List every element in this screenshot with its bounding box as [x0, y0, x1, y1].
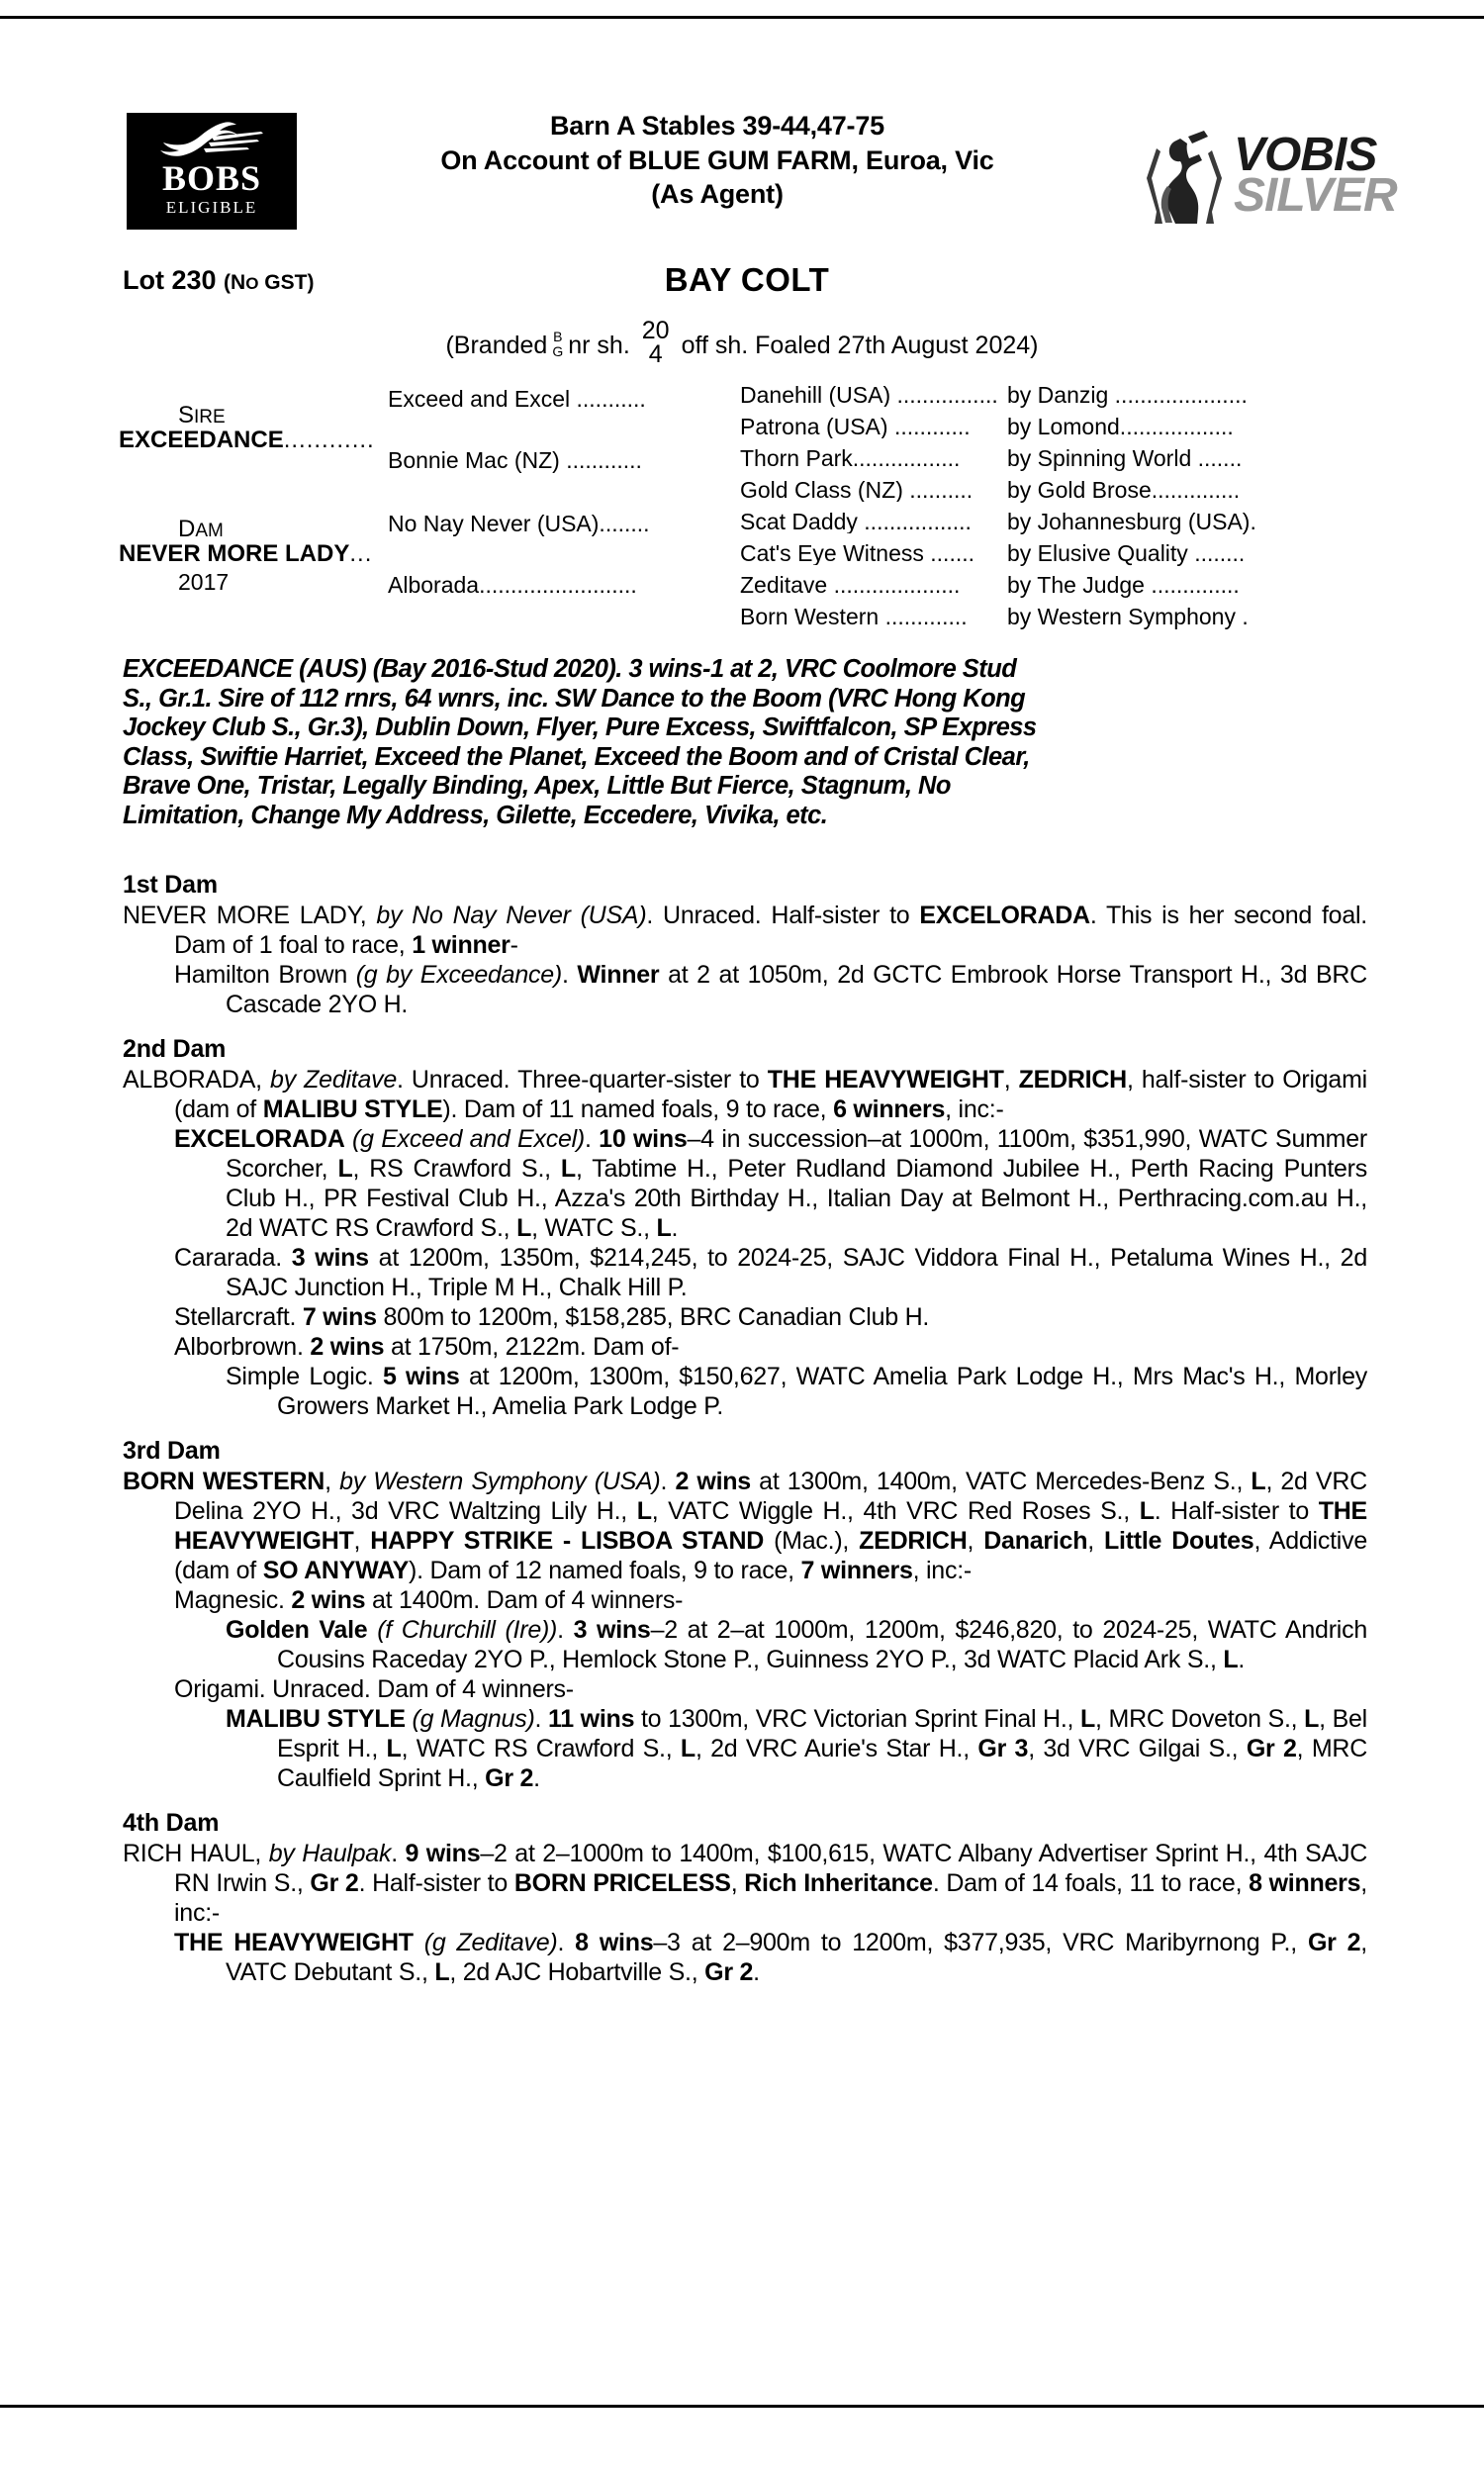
vobis-line-1: VOBIS — [1234, 129, 1377, 181]
bobs-eligible-logo — [127, 113, 297, 230]
grandparent-row: No Nay Never (USA)........ — [388, 511, 650, 536]
ggp-name: Patrona (USA) ............ — [740, 416, 971, 438]
pedigree-paragraph: MALIBU STYLE (g Magnus). 11 wins to 1300m, VRC Victorian Sprint Final H., L, MRC Doveton S., L, Bel Esprit H., L, WATC RS Crawford S., L, 2d VRC Aurie's Star H., Gr 3, 3d VRC Gilgai S., Gr 2, MRC Caulfield Sprint H., Gr 2. — [226, 1705, 1368, 1792]
pedigree-paragraph: RICH HAUL, by Haulpak. 9 wins–2 at 2–1000m to 1400m, $100,615, WATC Albany Advertiser Sprint H., 4th SAJC RN Irwin S., Gr 2. Half-sister to BORN PRICELESS, Rich Inheritance. Dam of 14 foals, 11 to race, 8 winners, inc:- — [123, 1840, 1368, 1927]
ggp-sire: by Danzig ..................... — [1007, 382, 1248, 408]
lot-line — [0, 261, 1484, 311]
great-grandparent-row — [740, 447, 1484, 470]
pedigree-paragraph: NEVER MORE LADY, by No Nay Never (USA). Unraced. Half-sister to EXCELORADA. This is her second foal. Dam of 1 foal to race, 1 winner- — [123, 902, 1367, 959]
dam-section-heading: 4th Dam — [123, 1809, 220, 1837]
ggp-name: Danehill (USA) ................ — [740, 384, 998, 407]
dam-section-body — [123, 901, 1367, 1019]
ggp-sire: by Spinning World ....... — [1007, 445, 1243, 471]
ggp-name: Thorn Park................. — [740, 447, 961, 470]
dam-name: NEVER MORE LADY... — [119, 540, 373, 568]
sire-summary-line: Class, Swiftie Harriet, Exceed the Planet, Exceed the Boom and of Cristal Clear, — [123, 742, 1030, 771]
great-grandparent-row — [740, 542, 1484, 565]
account-line: On Account of BLUE GUM FARM, Euroa, Vic — [440, 144, 994, 175]
ggp-sire: by Gold Brose.............. — [1007, 477, 1241, 503]
off-brand-top: 20 — [641, 317, 670, 344]
sire-summary — [123, 655, 1367, 830]
ggp-name: Zeditave .................... — [740, 574, 961, 597]
lot-number-group — [123, 265, 314, 296]
dam-section-heading: 1st Dam — [123, 871, 218, 899]
great-grandparent-row — [740, 416, 1484, 438]
bottom-rule — [0, 2405, 1484, 2408]
vobis-wordmark — [1234, 129, 1397, 223]
great-grandparent-row — [740, 606, 1484, 628]
gst-note: (NO GST) — [224, 271, 315, 294]
lot-number: Lot 230 — [123, 265, 217, 295]
pedigree-paragraph: Hamilton Brown (g by Exceedance). Winner at 2 at 1050m, 2d GCTC Embrook Horse Transport H., 3d BRC Cascade 2YO H. — [174, 961, 1367, 1018]
dam-section-body — [123, 1839, 1367, 1987]
near-shoulder-brand — [552, 330, 563, 358]
sire-summary-line: EXCEEDANCE (AUS) (Bay 2016-Stud 2020). 3 wins-1 at 2, VRC Coolmore Stud — [123, 655, 1017, 683]
horse-head-icon — [152, 120, 271, 159]
sire-summary-line: S., Gr.1. Sire of 112 rnrs, 64 wnrs, inc. SW Dance to the Boom (VRC Hong Kong — [123, 684, 1026, 713]
sire-summary-line: Jockey Club S., Gr.3), Dublin Down, Flyer, Pure Excess, Swiftfalcon, SP Express — [123, 714, 1037, 742]
pedigree-paragraph: Simple Logic. 5 wins at 1200m, 1300m, $150,627, WATC Amelia Park Lodge H., Mrs Mac's H., Morley Growers Market H., Amelia Park Lodge P. — [226, 1363, 1367, 1420]
foaled-label: off sh. Foaled 27th August 2024) — [681, 332, 1039, 360]
top-rule — [0, 16, 1484, 19]
sire-summary-line: Brave One, Tristar, Legally Binding, Apex, Little But Fierce, Stagnum, No — [123, 772, 951, 801]
dam-section — [0, 869, 1484, 1019]
off-brand-bottom: 4 — [648, 339, 663, 368]
ggp-sire: by Lomond.................. — [1007, 414, 1234, 439]
dam-section-heading: 2nd Dam — [123, 1035, 227, 1063]
dam-year: 2017 — [178, 569, 230, 596]
near-shoulder-label: nr sh. — [568, 332, 630, 360]
ggp-name: Born Western ............. — [740, 606, 968, 628]
dam-section — [0, 1435, 1484, 1793]
great-grandparent-row — [740, 574, 1484, 597]
sale-header-text — [297, 109, 1138, 212]
brand-line — [0, 317, 1484, 370]
pedigree-paragraph: ALBORADA, by Zeditave. Unraced. Three-quarter-sister to THE HEAVYWEIGHT, ZEDRICH, half-sister to Origami (dam of MALIBU STYLE). Dam of 11 named foals, 9 to race, 6 winners, inc:- — [123, 1066, 1367, 1123]
dam-block — [119, 517, 381, 598]
grandparent-row: Alborada......................... — [388, 572, 637, 598]
dam-section-body — [123, 1065, 1367, 1421]
pedigree-paragraph: THE HEAVYWEIGHT (g Zeditave). 8 wins–3 at 2–900m to 1200m, $377,935, VRC Maribyrnong P., Gr 2, VATC Debutant S., L, 2d AJC Hobartville S., Gr 2. — [174, 1929, 1367, 1986]
ggp-sire: by Western Symphony . — [1007, 604, 1249, 629]
bobs-wordmark: BOBS — [161, 158, 262, 198]
dam-label: DAM — [178, 516, 224, 542]
sire-summary-line: Limitation, Change My Address, Gilette, Eccedere, Vivika, etc. — [123, 801, 828, 829]
grandparent-row: Bonnie Mac (NZ) ............ — [388, 447, 642, 473]
brand-prefix: (Branded — [445, 332, 548, 360]
bobs-eligible-label: ELIGIBLE — [165, 198, 258, 217]
ggp-sire: by The Judge .............. — [1007, 572, 1240, 598]
barn-line: Barn A Stables 39-44,47-75 — [550, 111, 884, 141]
great-grandparent-row — [740, 511, 1484, 533]
dam-section-heading: 3rd Dam — [123, 1437, 221, 1465]
ggp-sire: by Johannesburg (USA). — [1007, 509, 1256, 534]
dam-section — [0, 1033, 1484, 1421]
colour-sex-title: BAY COLT — [664, 261, 830, 298]
great-grandparent-row — [740, 479, 1484, 502]
dam-section-body — [123, 1467, 1367, 1793]
ggp-name: Scat Daddy ................. — [740, 511, 972, 533]
pedigree-paragraph: EXCELORADA (g Exceed and Excel). 10 wins–4 in succession–at 1000m, 1100m, $351,990, WATC Summer Scorcher, L, RS Crawford S., L, Tabtime H., Peter Rudland Diamond Jubilee H., Perth Racing Punters Club H., PR Festival Club H., Azza's 20th Birthday H., Italian Day at Belmont H., Perthracing.com.au H., 2d WATC RS Crawford S., L, WATC S., L. — [174, 1125, 1367, 1242]
as-agent-line: (As Agent) — [651, 179, 784, 210]
grandparent-row: Exceed and Excel ........... — [388, 386, 646, 412]
ggp-sire: by Elusive Quality ........ — [1007, 540, 1246, 566]
pedigree-table — [0, 378, 1484, 635]
dam-sections — [0, 869, 1484, 1991]
off-shoulder-brand — [641, 317, 670, 368]
ggp-name: Cat's Eye Witness ....... — [740, 542, 975, 565]
dam-section — [0, 1807, 1484, 1987]
pedigree-paragraph: Golden Vale (f Churchill (Ire)). 3 wins–2 at 2–at 1000m, 1200m, $246,820, to 2024-25, WATC Andrich Cousins Raceday 2YO P., Hemlock Stone P., Guinness 2YO P., 3d WATC Placid Ark S., L. — [226, 1616, 1367, 1673]
near-brand-top: B — [553, 329, 563, 345]
pedigree-paragraph: Magnesic. 2 wins at 1400m. Dam of 4 winners- — [174, 1586, 684, 1614]
sire-block — [119, 403, 381, 454]
near-brand-bottom: G — [552, 342, 564, 359]
pedigree-paragraph: BORN WESTERN, by Western Symphony (USA). 2 wins at 1300m, 1400m, VATC Mercedes-Benz S., L, 2d VRC Delina 2YO H., 3d VRC Waltzing Lily H., L, VATC Wiggle H., 4th VRC Red Roses S., L. Half-sister to THE HEAVYWEIGHT, HAPPY STRIKE - LISBOA STAND (Mac.), ZEDRICH, Danarich, Little Doutes, Addictive (dam of SO ANYWAY). Dam of 12 named foals, 9 to race, 7 winners, inc:- — [123, 1468, 1367, 1584]
pedigree-paragraph: Alborbrown. 2 wins at 1750m, 2122m. Dam of- — [174, 1333, 680, 1361]
vobis-line-2: SILVER — [1234, 169, 1397, 223]
sire-name: EXCEEDANCE............ — [119, 427, 375, 454]
ggp-name: Gold Class (NZ) .......... — [740, 479, 974, 502]
sire-label: SIRE — [178, 402, 226, 428]
pedigree-paragraph: Origami. Unraced. Dam of 4 winners- — [174, 1675, 574, 1703]
great-grandparent-row — [740, 384, 1484, 407]
page-header — [0, 69, 1484, 247]
pedigree-paragraph: Stellarcraft. 7 wins 800m to 1200m, $158,285, BRC Canadian Club H. — [174, 1303, 930, 1331]
pedigree-paragraph: Cararada. 3 wins at 1200m, 1350m, $214,245, to 2024-25, SAJC Viddora Final H., Petaluma Wines H., 2d SAJC Junction H., Triple M H., Chalk Hill P. — [174, 1244, 1367, 1301]
vobis-silver-logo — [1143, 107, 1410, 226]
jockey-horse-icon — [1143, 129, 1228, 224]
